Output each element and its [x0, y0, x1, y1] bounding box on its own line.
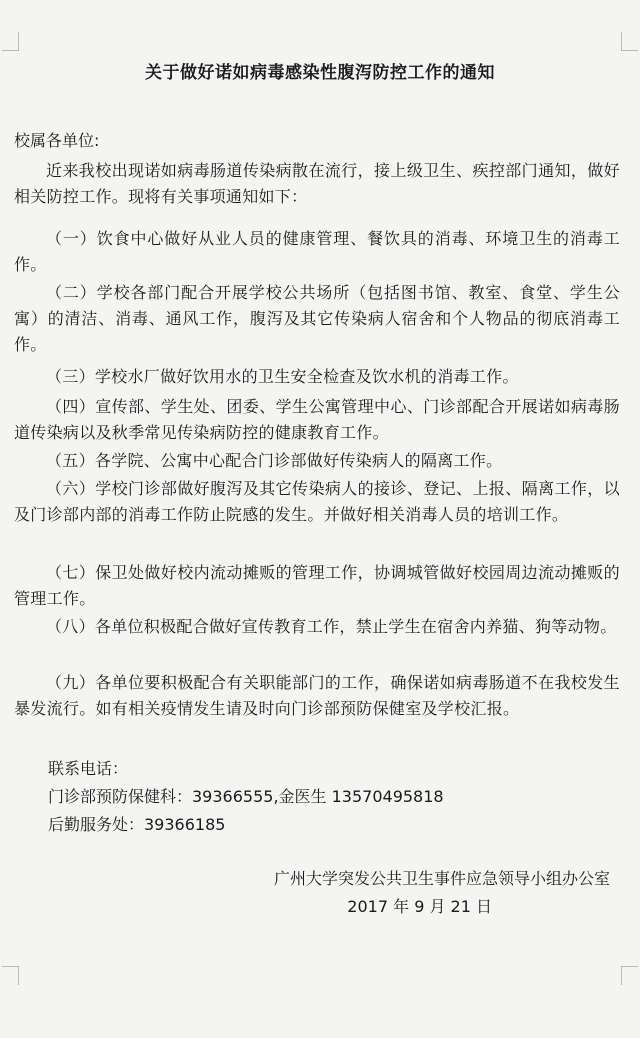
- intro-paragraph: 近来我校出现诺如病毒肠道传染病散在流行，接上级卫生、疾控部门通知，做好相关防控工作。现将有关事项通知如下：: [14, 161, 620, 206]
- notice-title: 关于做好诺如病毒感染性腹泻防控工作的通知: [145, 63, 495, 83]
- contact-logistics: 后勤服务处：39366185: [48, 815, 226, 834]
- notice-item-7: （七）保卫处做好校内流动摊贩的管理工作，协调城管做好校园周边流动摊贩的管理工作。: [14, 563, 620, 608]
- contact-heading: 联系电话：: [48, 759, 129, 778]
- page-corner-mark: [621, 966, 638, 985]
- notice-item-1: （一）饮食中心做好从业人员的健康管理、餐饮具的消毒、环境卫生的消毒工作。: [14, 229, 620, 274]
- signature-org: 广州大学突发公共卫生事件应急领导小组办公室: [273, 869, 610, 888]
- page-corner-mark: [2, 966, 19, 985]
- signature-date: 2017 年 9 月 21 日: [347, 897, 492, 916]
- page-corner-mark: [621, 32, 638, 51]
- contact-clinic: 门诊部预防保健科：39366555,金医生 13570495818: [48, 787, 444, 806]
- page-corner-mark: [2, 32, 19, 51]
- salutation: 校属各单位:: [14, 131, 100, 150]
- notice-item-8: （八）各单位积极配合做好宣传教育工作，禁止学生在宿舍内养猫、狗等动物。: [46, 617, 617, 636]
- notice-item-6: （六）学校门诊部做好腹泻及其它传染病人的接诊、登记、上报、隔离工作，以及门诊部内部的消毒工作防止院感的发生。并做好相关消毒人员的培训工作。: [14, 479, 620, 524]
- notice-item-9: （九）各单位要积极配合有关职能部门的工作，确保诺如病毒肠道不在我校发生暴发流行。如有相关疫情发生请及时向门诊部预防保健室及学校汇报。: [14, 673, 620, 718]
- notice-item-3: （三）学校水厂做好饮用水的卫生安全检查及饮水机的消毒工作。: [46, 367, 519, 386]
- notice-item-4: （四）宣传部、学生处、团委、学生公寓管理中心、门诊部配合开展诺如病毒肠道传染病以及秋季常见传染病防控的健康教育工作。: [14, 397, 620, 442]
- notice-item-2: （二）学校各部门配合开展学校公共场所（包括图书馆、教室、食堂、学生公寓）的清洁、消毒、通风工作，腹泻及其它传染病人宿舍和个人物品的彻底消毒工作。: [14, 283, 620, 354]
- notice-item-5: （五）各学院、公寓中心配合门诊部做好传染病人的隔离工作。: [46, 451, 503, 470]
